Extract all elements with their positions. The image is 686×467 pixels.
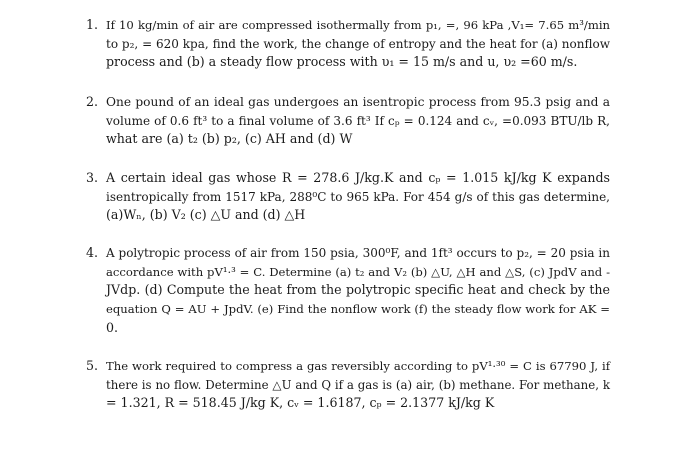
problem-line: (a)Wₙ, (b) V₂ (c) △U and (d) △H (106, 207, 306, 223)
problem-number: 3. (86, 170, 99, 185)
problem-line: One pound of an ideal gas undergoes an isentropic process from 95.3 psig and a (106, 95, 610, 109)
problem-text (106, 169, 610, 225)
problem-text (106, 244, 610, 338)
problem-line: A certain ideal gas whose R = 278.6 J/kg.K and cₚ = 1.015 kJ/kg K expands (106, 170, 610, 185)
problem-number: 5. (86, 358, 99, 373)
problem-line: If 10 kg/min of air are compressed isothermally from p₁, =, 96 kPa ,V₁= 7.65 m³/min (106, 18, 610, 32)
problem-line: A polytropic process of air from 150 psia, 300⁰F, and 1ft³ occurs to p₂, = 20 psia in (106, 246, 610, 260)
problem-text (106, 93, 610, 149)
problem-line: to p₂, = 620 kpa, find the work, the change of entropy and the heat for (a) nonflow (106, 36, 610, 51)
problem-text (106, 357, 610, 413)
problem-line: what are (a) t₂ (b) p₂, (c) AH and (d) W (106, 131, 353, 147)
problem-line: isentropically from 1517 kPa, 288⁰C to 965 kPa. For 454 g/s of this gas determine, (106, 189, 610, 204)
problem-number: 1. (86, 17, 99, 32)
problem-line: accordance with pV¹·³ = C. Determine (a) t₂ and V₂ (b) △U, △H and △S, (c) JpdV and - (106, 264, 610, 279)
problem-line: volume of 0.6 ft³ to a final volume of 3.6 ft³ If cₚ = 0.124 and cᵥ, =0.093 BTU/lb R, (106, 113, 610, 128)
problem-line: The work required to compress a gas reversibly according to pV¹·³⁰ = C is 67790 J, if (106, 359, 610, 373)
problem-text (106, 16, 610, 72)
problem-line: equation Q = AU + JpdV. (e) Find the nonflow work (f) the steady flow work for AK = (106, 302, 610, 317)
problem-line: 0. (106, 319, 119, 335)
problem-number: 2. (86, 94, 99, 109)
problem-number: 4. (86, 245, 99, 260)
problem-line: there is no flow. Determine △U and Q if a gas is (a) air, (b) methane. For methane, k (106, 377, 610, 392)
problem-line: JVdp. (d) Compute the heat from the polytropic specific heat and check by the (106, 282, 610, 298)
problem-line: process and (b) a steady flow process with υ₁ = 15 m/s and u, υ₂ =60 m/s. (106, 54, 578, 70)
problem-line: = 1.321, R = 518.45 J/kg K, cᵥ = 1.6187, cₚ = 2.1377 kJ/kg K (106, 395, 495, 411)
